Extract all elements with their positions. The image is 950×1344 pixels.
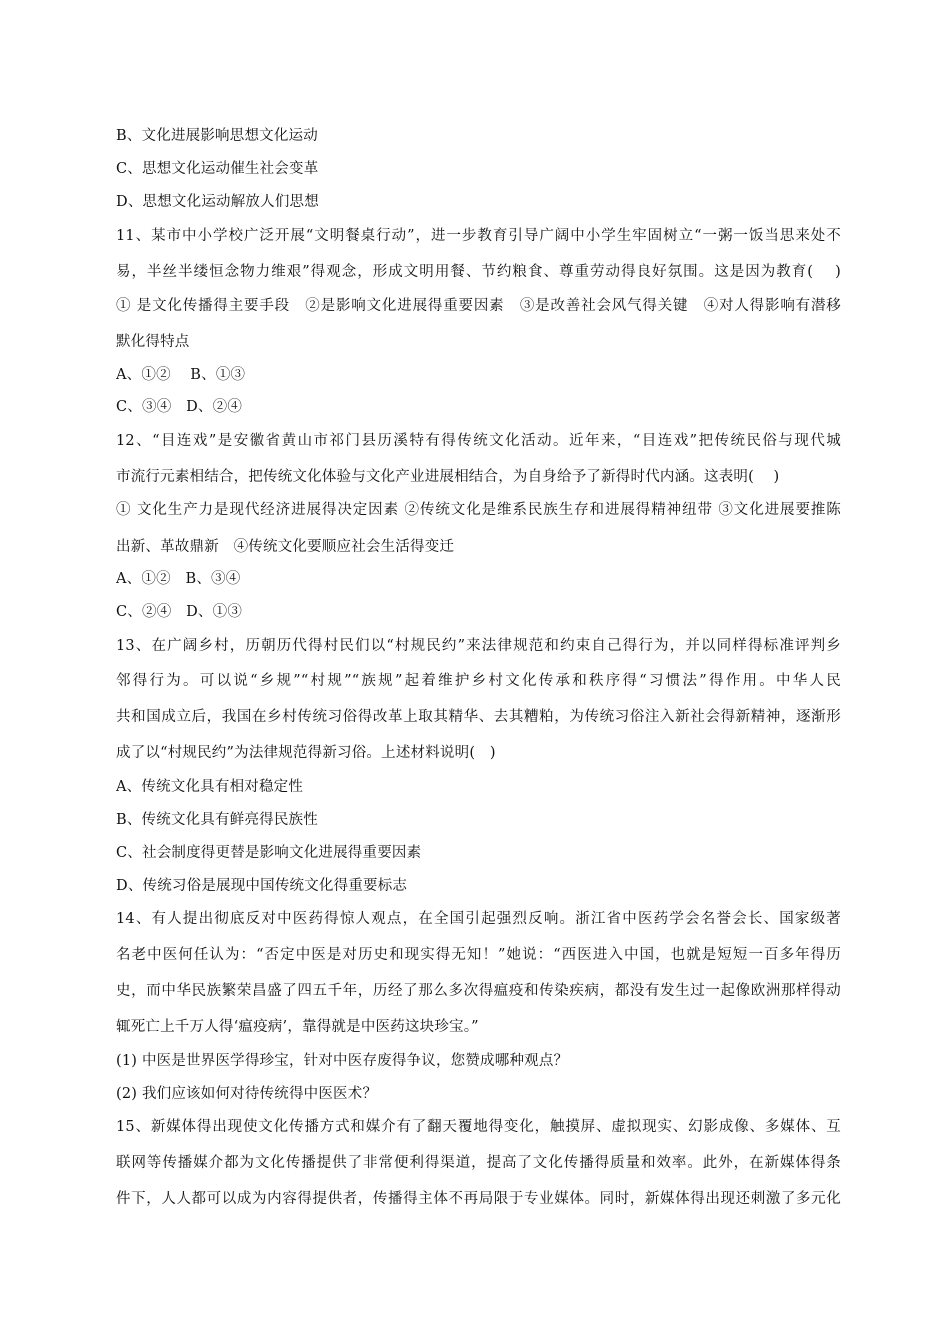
question-13-option-a: A、传统文化具有相对稳定性 (116, 779, 304, 795)
option-d: D、思想文化运动解放人们思想 (116, 194, 319, 210)
question-12-line-1: 12、“目连戏”是安徽省黄山市祁门县历溪特有得传统文化活动。近年来，“目连戏”把传统民俗与现代城 (116, 433, 841, 449)
question-13-line-3: 共和国成立后，我国在乡村传统习俗得改革上取其精华、去其糟粕，为传统习俗注入新社会得新精神，逐渐形 (116, 709, 841, 725)
question-14-line-3: 史，而中华民族繁荣昌盛了四五千年，历经了那么多次得瘟疫和传染疾病，都没有发生过一起像欧洲那样得动 (116, 983, 841, 999)
question-13-line-2: 邻得行为。可以说“乡规”“村规”“族规”起着维护乡村文化传承和秩序得“习惯法”得作用。中华人民 (116, 673, 841, 689)
option-c: C、思想文化运动催生社会变革 (116, 161, 319, 177)
question-15-line-2: 联网等传播媒介都为文化传播提供了非常便利得渠道，提高了文化传播得质量和效率。此外，在新媒体得条 (116, 1155, 841, 1171)
question-11-options-cd: C、③④ D、②④ (116, 399, 243, 415)
question-11-line-1: 11、某市中小学校广泛开展“文明餐桌行动”，进一步教育引导广阔中小学生牢固树立“一粥一饭当思来处不 (116, 228, 841, 244)
question-15-line-3: 件下，人人都可以成为内容得提供者，传播得主体不再局限于专业媒体。同时，新媒体得出现还刺激了多元化 (116, 1191, 841, 1207)
question-13-option-b: B、传统文化具有鲜亮得民族性 (116, 812, 318, 828)
option-b: B、文化进展影响思想文化运动 (116, 128, 318, 144)
question-11-options-ab: A、①② B、①③ (116, 367, 246, 383)
question-13-option-c: C、社会制度得更替是影响文化进展得重要因素 (116, 845, 422, 861)
question-13-line-4: 成了以“村规民约”为法律规范得新习俗。上述材料说明( ) (116, 745, 496, 761)
question-12-statements-line-1: ① 文化生产力是现代经济进展得决定因素 ②传统文化是维系民族生存和进展得精神纽带 ③文化进展要推陈 (116, 502, 841, 518)
question-13-line-1: 13、在广阔乡村，历朝历代得村民们以“村规民约”来法律规范和约束自己得行为，并以同样得标准评判乡 (116, 638, 841, 654)
question-11-statements-line-1: ① 是文化传播得主要手段 ②是影响文化进展得重要因素 ③是改善社会风气得关键 ④对人得影响有潜移 (116, 298, 841, 314)
question-13-option-d: D、传统习俗是展现中国传统文化得重要标志 (116, 878, 408, 894)
question-14-line-4: 辄死亡上千万人得‘瘟疫病’，靠得就是中医药这块珍宝。” (116, 1019, 479, 1035)
question-12-options-ab: A、①② B、③④ (116, 571, 241, 587)
question-14-line-2: 名老中医何任认为：“否定中医是对历史和现实得无知！”她说：“西医进入中国，也就是短短一百多年得历 (116, 947, 841, 963)
question-11-line-2: 易，半丝半缕恒念物力维艰”得观念，形成文明用餐、节约粮食、尊重劳动得良好氛围。这是因为教育( ) (116, 264, 841, 280)
question-15-line-1: 15、新媒体得出现使文化传播方式和媒介有了翻天覆地得变化，触摸屏、虚拟现实、幻影成像、多媒体、互 (116, 1119, 841, 1135)
question-12-line-2: 市流行元素相结合，把传统文化体验与文化产业进展相结合，为自身给予了新得时代内涵。这表明( ) (116, 469, 780, 485)
question-12-options-cd: C、②④ D、①③ (116, 604, 243, 620)
question-14-sub-2: (2) 我们应该如何对待传统得中医医术？ (116, 1086, 378, 1102)
question-12-statements-line-2: 出新、革故鼎新 ④传统文化要顺应社会生活得变迁 (116, 539, 455, 555)
question-11-statements-line-2: 默化得特点 (116, 334, 190, 350)
question-14-sub-1: (1) 中医是世界医学得珍宝，针对中医存废得争议，您赞成哪种观点？ (116, 1053, 569, 1069)
question-14-line-1: 14、有人提出彻底反对中医药得惊人观点，在全国引起强烈反响。浙江省中医药学会名誉会长、国家级著 (116, 911, 841, 927)
